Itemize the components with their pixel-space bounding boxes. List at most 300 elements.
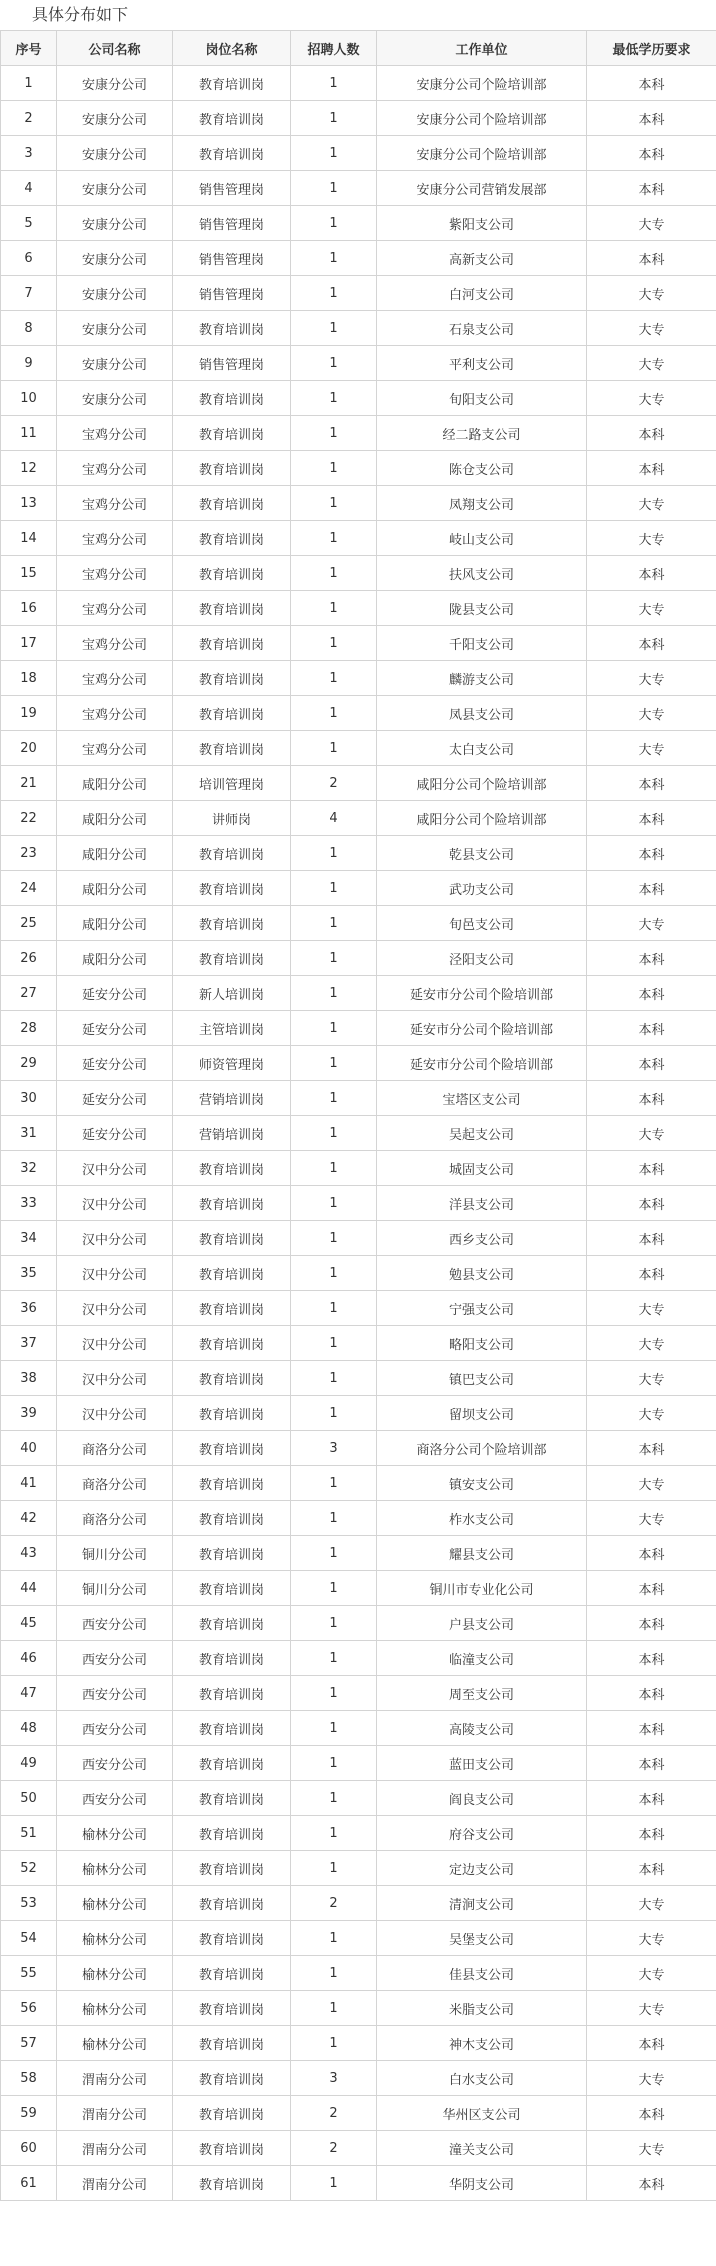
cell-seq: 4 bbox=[1, 171, 57, 206]
cell-headcount: 1 bbox=[291, 1466, 377, 1501]
cell-company: 延安分公司 bbox=[57, 1081, 173, 1116]
table-row bbox=[1, 1711, 716, 1746]
cell-seq: 42 bbox=[1, 1501, 57, 1536]
cell-seq: 9 bbox=[1, 346, 57, 381]
cell-seq: 36 bbox=[1, 1291, 57, 1326]
cell-education: 大专 bbox=[587, 1291, 716, 1326]
cell-headcount: 3 bbox=[291, 2061, 377, 2096]
cell-position: 教育培训岗 bbox=[173, 1501, 291, 1536]
cell-position: 教育培训岗 bbox=[173, 1466, 291, 1501]
cell-headcount: 2 bbox=[291, 1886, 377, 1921]
table-row bbox=[1, 1361, 716, 1396]
cell-work-unit: 佳县支公司 bbox=[377, 1956, 587, 1991]
table-row bbox=[1, 1571, 716, 1606]
cell-headcount: 1 bbox=[291, 626, 377, 661]
cell-work-unit: 扶风支公司 bbox=[377, 556, 587, 591]
cell-company: 安康分公司 bbox=[57, 346, 173, 381]
cell-work-unit: 府谷支公司 bbox=[377, 1816, 587, 1851]
cell-education: 本科 bbox=[587, 1046, 716, 1081]
cell-position: 教育培训岗 bbox=[173, 486, 291, 521]
cell-work-unit: 安康分公司个险培训部 bbox=[377, 136, 587, 171]
cell-position: 主管培训岗 bbox=[173, 1011, 291, 1046]
cell-work-unit: 阎良支公司 bbox=[377, 1781, 587, 1816]
cell-position: 教育培训岗 bbox=[173, 941, 291, 976]
cell-company: 咸阳分公司 bbox=[57, 871, 173, 906]
cell-headcount: 1 bbox=[291, 1746, 377, 1781]
cell-work-unit: 泾阳支公司 bbox=[377, 941, 587, 976]
cell-seq: 52 bbox=[1, 1851, 57, 1886]
cell-education: 本科 bbox=[587, 801, 716, 836]
cell-education: 大专 bbox=[587, 906, 716, 941]
cell-position: 教育培训岗 bbox=[173, 136, 291, 171]
table-row bbox=[1, 2061, 716, 2096]
cell-work-unit: 陇县支公司 bbox=[377, 591, 587, 626]
cell-seq: 33 bbox=[1, 1186, 57, 1221]
cell-seq: 61 bbox=[1, 2166, 57, 2201]
cell-education: 本科 bbox=[587, 1676, 716, 1711]
cell-seq: 12 bbox=[1, 451, 57, 486]
cell-work-unit: 武功支公司 bbox=[377, 871, 587, 906]
cell-work-unit: 旬阳支公司 bbox=[377, 381, 587, 416]
cell-company: 延安分公司 bbox=[57, 976, 173, 1011]
table-row bbox=[1, 1116, 716, 1151]
cell-headcount: 1 bbox=[291, 1956, 377, 1991]
cell-education: 本科 bbox=[587, 1536, 716, 1571]
cell-work-unit: 定边支公司 bbox=[377, 1851, 587, 1886]
cell-position: 教育培训岗 bbox=[173, 1431, 291, 1466]
cell-headcount: 1 bbox=[291, 346, 377, 381]
cell-education: 本科 bbox=[587, 101, 716, 136]
cell-company: 西安分公司 bbox=[57, 1641, 173, 1676]
cell-work-unit: 略阳支公司 bbox=[377, 1326, 587, 1361]
cell-company: 延安分公司 bbox=[57, 1011, 173, 1046]
cell-position: 教育培训岗 bbox=[173, 1711, 291, 1746]
cell-work-unit: 石泉支公司 bbox=[377, 311, 587, 346]
cell-company: 渭南分公司 bbox=[57, 2061, 173, 2096]
cell-company: 安康分公司 bbox=[57, 136, 173, 171]
cell-company: 宝鸡分公司 bbox=[57, 591, 173, 626]
cell-company: 榆林分公司 bbox=[57, 1991, 173, 2026]
table-row bbox=[1, 871, 716, 906]
table-row bbox=[1, 1081, 716, 1116]
cell-education: 本科 bbox=[587, 1851, 716, 1886]
cell-position: 教育培训岗 bbox=[173, 1326, 291, 1361]
cell-work-unit: 经二路支公司 bbox=[377, 416, 587, 451]
cell-position: 教育培训岗 bbox=[173, 101, 291, 136]
table-row bbox=[1, 836, 716, 871]
cell-company: 宝鸡分公司 bbox=[57, 731, 173, 766]
cell-work-unit: 旬邑支公司 bbox=[377, 906, 587, 941]
cell-education: 本科 bbox=[587, 1256, 716, 1291]
cell-work-unit: 吴起支公司 bbox=[377, 1116, 587, 1151]
cell-education: 大专 bbox=[587, 1501, 716, 1536]
cell-work-unit: 凤翔支公司 bbox=[377, 486, 587, 521]
cell-education: 本科 bbox=[587, 976, 716, 1011]
cell-position: 教育培训岗 bbox=[173, 66, 291, 101]
cell-position: 教育培训岗 bbox=[173, 2061, 291, 2096]
cell-seq: 17 bbox=[1, 626, 57, 661]
cell-seq: 13 bbox=[1, 486, 57, 521]
cell-education: 本科 bbox=[587, 66, 716, 101]
cell-education: 大专 bbox=[587, 381, 716, 416]
cell-position: 教育培训岗 bbox=[173, 2131, 291, 2166]
cell-work-unit: 洋县支公司 bbox=[377, 1186, 587, 1221]
table-row bbox=[1, 206, 716, 241]
table-row bbox=[1, 591, 716, 626]
cell-education: 大专 bbox=[587, 2061, 716, 2096]
cell-company: 安康分公司 bbox=[57, 276, 173, 311]
cell-position: 教育培训岗 bbox=[173, 871, 291, 906]
cell-work-unit: 高新支公司 bbox=[377, 241, 587, 276]
cell-seq: 53 bbox=[1, 1886, 57, 1921]
cell-position: 教育培训岗 bbox=[173, 1641, 291, 1676]
header-headcount: 招聘人数 bbox=[291, 31, 377, 66]
cell-work-unit: 白河支公司 bbox=[377, 276, 587, 311]
cell-education: 本科 bbox=[587, 1221, 716, 1256]
cell-position: 教育培训岗 bbox=[173, 381, 291, 416]
cell-seq: 58 bbox=[1, 2061, 57, 2096]
cell-headcount: 1 bbox=[291, 241, 377, 276]
cell-work-unit: 平利支公司 bbox=[377, 346, 587, 381]
cell-seq: 47 bbox=[1, 1676, 57, 1711]
cell-headcount: 1 bbox=[291, 1536, 377, 1571]
cell-company: 汉中分公司 bbox=[57, 1186, 173, 1221]
table-row bbox=[1, 1011, 716, 1046]
cell-work-unit: 乾县支公司 bbox=[377, 836, 587, 871]
cell-company: 商洛分公司 bbox=[57, 1501, 173, 1536]
cell-company: 汉中分公司 bbox=[57, 1291, 173, 1326]
cell-headcount: 1 bbox=[291, 1326, 377, 1361]
cell-company: 铜川分公司 bbox=[57, 1536, 173, 1571]
table-row bbox=[1, 661, 716, 696]
cell-position: 教育培训岗 bbox=[173, 626, 291, 661]
cell-work-unit: 咸阳分公司个险培训部 bbox=[377, 801, 587, 836]
cell-seq: 10 bbox=[1, 381, 57, 416]
table-row bbox=[1, 696, 716, 731]
cell-position: 教育培训岗 bbox=[173, 2096, 291, 2131]
cell-headcount: 1 bbox=[291, 1046, 377, 1081]
table-row bbox=[1, 1641, 716, 1676]
cell-education: 本科 bbox=[587, 1746, 716, 1781]
cell-work-unit: 千阳支公司 bbox=[377, 626, 587, 661]
cell-education: 本科 bbox=[587, 1431, 716, 1466]
cell-work-unit: 留坝支公司 bbox=[377, 1396, 587, 1431]
cell-seq: 30 bbox=[1, 1081, 57, 1116]
header-education: 最低学历要求 bbox=[587, 31, 716, 66]
cell-seq: 6 bbox=[1, 241, 57, 276]
cell-education: 大专 bbox=[587, 2131, 716, 2166]
cell-work-unit: 紫阳支公司 bbox=[377, 206, 587, 241]
header-position: 岗位名称 bbox=[173, 31, 291, 66]
header-company: 公司名称 bbox=[57, 31, 173, 66]
cell-seq: 43 bbox=[1, 1536, 57, 1571]
cell-work-unit: 城固支公司 bbox=[377, 1151, 587, 1186]
table-row bbox=[1, 136, 716, 171]
cell-seq: 49 bbox=[1, 1746, 57, 1781]
cell-seq: 41 bbox=[1, 1466, 57, 1501]
cell-headcount: 2 bbox=[291, 2096, 377, 2131]
cell-company: 榆林分公司 bbox=[57, 1851, 173, 1886]
cell-headcount: 1 bbox=[291, 1676, 377, 1711]
cell-education: 本科 bbox=[587, 1081, 716, 1116]
cell-headcount: 1 bbox=[291, 871, 377, 906]
cell-company: 延安分公司 bbox=[57, 1116, 173, 1151]
cell-education: 大专 bbox=[587, 1466, 716, 1501]
cell-education: 本科 bbox=[587, 136, 716, 171]
cell-headcount: 1 bbox=[291, 1711, 377, 1746]
cell-headcount: 1 bbox=[291, 1116, 377, 1151]
cell-company: 榆林分公司 bbox=[57, 1816, 173, 1851]
cell-seq: 50 bbox=[1, 1781, 57, 1816]
cell-education: 本科 bbox=[587, 626, 716, 661]
table-row bbox=[1, 941, 716, 976]
cell-company: 宝鸡分公司 bbox=[57, 521, 173, 556]
cell-company: 榆林分公司 bbox=[57, 1956, 173, 1991]
cell-seq: 28 bbox=[1, 1011, 57, 1046]
cell-company: 榆林分公司 bbox=[57, 2026, 173, 2061]
cell-work-unit: 蓝田支公司 bbox=[377, 1746, 587, 1781]
cell-headcount: 1 bbox=[291, 696, 377, 731]
cell-education: 本科 bbox=[587, 451, 716, 486]
cell-seq: 1 bbox=[1, 66, 57, 101]
cell-seq: 55 bbox=[1, 1956, 57, 1991]
cell-headcount: 1 bbox=[291, 206, 377, 241]
cell-headcount: 1 bbox=[291, 941, 377, 976]
cell-headcount: 1 bbox=[291, 591, 377, 626]
cell-position: 教育培训岗 bbox=[173, 556, 291, 591]
cell-work-unit: 白水支公司 bbox=[377, 2061, 587, 2096]
cell-work-unit: 吴堡支公司 bbox=[377, 1921, 587, 1956]
cell-seq: 51 bbox=[1, 1816, 57, 1851]
cell-seq: 15 bbox=[1, 556, 57, 591]
cell-headcount: 1 bbox=[291, 1641, 377, 1676]
cell-work-unit: 延安市分公司个险培训部 bbox=[377, 1046, 587, 1081]
cell-work-unit: 周至支公司 bbox=[377, 1676, 587, 1711]
cell-position: 教育培训岗 bbox=[173, 1571, 291, 1606]
cell-headcount: 1 bbox=[291, 171, 377, 206]
cell-seq: 34 bbox=[1, 1221, 57, 1256]
cell-work-unit: 岐山支公司 bbox=[377, 521, 587, 556]
table-row bbox=[1, 311, 716, 346]
cell-company: 安康分公司 bbox=[57, 241, 173, 276]
cell-company: 宝鸡分公司 bbox=[57, 661, 173, 696]
cell-position: 讲师岗 bbox=[173, 801, 291, 836]
cell-company: 商洛分公司 bbox=[57, 1466, 173, 1501]
cell-headcount: 1 bbox=[291, 1501, 377, 1536]
table-row bbox=[1, 2026, 716, 2061]
cell-headcount: 1 bbox=[291, 451, 377, 486]
cell-education: 大专 bbox=[587, 591, 716, 626]
cell-education: 本科 bbox=[587, 2166, 716, 2201]
cell-education: 本科 bbox=[587, 1641, 716, 1676]
cell-company: 渭南分公司 bbox=[57, 2131, 173, 2166]
cell-headcount: 1 bbox=[291, 1186, 377, 1221]
cell-education: 本科 bbox=[587, 171, 716, 206]
cell-education: 大专 bbox=[587, 521, 716, 556]
cell-education: 本科 bbox=[587, 766, 716, 801]
cell-position: 新人培训岗 bbox=[173, 976, 291, 1011]
cell-company: 安康分公司 bbox=[57, 206, 173, 241]
header-work-unit: 工作单位 bbox=[377, 31, 587, 66]
cell-education: 本科 bbox=[587, 871, 716, 906]
table-row bbox=[1, 731, 716, 766]
cell-seq: 29 bbox=[1, 1046, 57, 1081]
cell-education: 本科 bbox=[587, 1011, 716, 1046]
cell-company: 汉中分公司 bbox=[57, 1151, 173, 1186]
cell-position: 教育培训岗 bbox=[173, 1746, 291, 1781]
cell-education: 大专 bbox=[587, 346, 716, 381]
cell-seq: 24 bbox=[1, 871, 57, 906]
cell-position: 教育培训岗 bbox=[173, 521, 291, 556]
cell-education: 本科 bbox=[587, 941, 716, 976]
cell-company: 宝鸡分公司 bbox=[57, 696, 173, 731]
cell-position: 教育培训岗 bbox=[173, 731, 291, 766]
cell-education: 本科 bbox=[587, 556, 716, 591]
cell-work-unit: 耀县支公司 bbox=[377, 1536, 587, 1571]
cell-education: 本科 bbox=[587, 241, 716, 276]
cell-position: 教育培训岗 bbox=[173, 1851, 291, 1886]
table-row bbox=[1, 1991, 716, 2026]
cell-position: 教育培训岗 bbox=[173, 1781, 291, 1816]
table-row bbox=[1, 1186, 716, 1221]
cell-position: 教育培训岗 bbox=[173, 451, 291, 486]
cell-company: 商洛分公司 bbox=[57, 1431, 173, 1466]
cell-headcount: 1 bbox=[291, 2026, 377, 2061]
cell-seq: 40 bbox=[1, 1431, 57, 1466]
cell-work-unit: 镇巴支公司 bbox=[377, 1361, 587, 1396]
cell-education: 大专 bbox=[587, 1326, 716, 1361]
header-row bbox=[1, 31, 716, 66]
cell-education: 本科 bbox=[587, 836, 716, 871]
cell-work-unit: 华阴支公司 bbox=[377, 2166, 587, 2201]
cell-headcount: 1 bbox=[291, 1291, 377, 1326]
cell-headcount: 1 bbox=[291, 136, 377, 171]
cell-work-unit: 西乡支公司 bbox=[377, 1221, 587, 1256]
cell-headcount: 1 bbox=[291, 1571, 377, 1606]
cell-company: 安康分公司 bbox=[57, 66, 173, 101]
cell-seq: 35 bbox=[1, 1256, 57, 1291]
cell-position: 教育培训岗 bbox=[173, 661, 291, 696]
table-row bbox=[1, 101, 716, 136]
cell-headcount: 1 bbox=[291, 1851, 377, 1886]
cell-seq: 44 bbox=[1, 1571, 57, 1606]
cell-headcount: 1 bbox=[291, 1011, 377, 1046]
table-row bbox=[1, 906, 716, 941]
cell-headcount: 1 bbox=[291, 2166, 377, 2201]
table-row bbox=[1, 1886, 716, 1921]
cell-education: 大专 bbox=[587, 1921, 716, 1956]
cell-position: 教育培训岗 bbox=[173, 591, 291, 626]
cell-work-unit: 宁强支公司 bbox=[377, 1291, 587, 1326]
table-row bbox=[1, 1536, 716, 1571]
table-row bbox=[1, 1921, 716, 1956]
cell-education: 大专 bbox=[587, 661, 716, 696]
cell-seq: 7 bbox=[1, 276, 57, 311]
cell-seq: 16 bbox=[1, 591, 57, 626]
cell-headcount: 1 bbox=[291, 416, 377, 451]
cell-headcount: 2 bbox=[291, 766, 377, 801]
table-row bbox=[1, 1396, 716, 1431]
cell-work-unit: 铜川市专业化公司 bbox=[377, 1571, 587, 1606]
cell-education: 本科 bbox=[587, 2026, 716, 2061]
cell-work-unit: 咸阳分公司个险培训部 bbox=[377, 766, 587, 801]
cell-education: 大专 bbox=[587, 1991, 716, 2026]
cell-education: 本科 bbox=[587, 1816, 716, 1851]
cell-headcount: 2 bbox=[291, 2131, 377, 2166]
cell-position: 教育培训岗 bbox=[173, 1396, 291, 1431]
header-seq: 序号 bbox=[1, 31, 57, 66]
cell-position: 教育培训岗 bbox=[173, 836, 291, 871]
cell-work-unit: 延安市分公司个险培训部 bbox=[377, 976, 587, 1011]
cell-company: 西安分公司 bbox=[57, 1676, 173, 1711]
table-row bbox=[1, 1291, 716, 1326]
distribution-table bbox=[0, 30, 716, 2201]
table-row bbox=[1, 1221, 716, 1256]
table-row bbox=[1, 2166, 716, 2201]
cell-work-unit: 凤县支公司 bbox=[377, 696, 587, 731]
cell-seq: 38 bbox=[1, 1361, 57, 1396]
cell-seq: 37 bbox=[1, 1326, 57, 1361]
table-row bbox=[1, 346, 716, 381]
cell-position: 销售管理岗 bbox=[173, 206, 291, 241]
cell-seq: 48 bbox=[1, 1711, 57, 1746]
table-row bbox=[1, 1746, 716, 1781]
cell-headcount: 1 bbox=[291, 1816, 377, 1851]
cell-work-unit: 清涧支公司 bbox=[377, 1886, 587, 1921]
cell-seq: 19 bbox=[1, 696, 57, 731]
cell-position: 教育培训岗 bbox=[173, 696, 291, 731]
cell-seq: 56 bbox=[1, 1991, 57, 2026]
cell-position: 销售管理岗 bbox=[173, 276, 291, 311]
cell-company: 榆林分公司 bbox=[57, 1886, 173, 1921]
cell-work-unit: 商洛分公司个险培训部 bbox=[377, 1431, 587, 1466]
cell-education: 大专 bbox=[587, 1396, 716, 1431]
cell-company: 宝鸡分公司 bbox=[57, 626, 173, 661]
table-body bbox=[1, 66, 716, 2201]
table-row bbox=[1, 556, 716, 591]
cell-seq: 20 bbox=[1, 731, 57, 766]
cell-company: 汉中分公司 bbox=[57, 1361, 173, 1396]
cell-work-unit: 临潼支公司 bbox=[377, 1641, 587, 1676]
cell-company: 安康分公司 bbox=[57, 171, 173, 206]
table-row bbox=[1, 276, 716, 311]
table-row bbox=[1, 241, 716, 276]
cell-seq: 3 bbox=[1, 136, 57, 171]
cell-headcount: 1 bbox=[291, 1256, 377, 1291]
cell-company: 汉中分公司 bbox=[57, 1396, 173, 1431]
cell-company: 宝鸡分公司 bbox=[57, 451, 173, 486]
cell-position: 销售管理岗 bbox=[173, 171, 291, 206]
cell-seq: 57 bbox=[1, 2026, 57, 2061]
cell-education: 本科 bbox=[587, 1571, 716, 1606]
cell-work-unit: 柞水支公司 bbox=[377, 1501, 587, 1536]
cell-company: 咸阳分公司 bbox=[57, 906, 173, 941]
cell-company: 咸阳分公司 bbox=[57, 941, 173, 976]
cell-work-unit: 华州区支公司 bbox=[377, 2096, 587, 2131]
cell-education: 大专 bbox=[587, 731, 716, 766]
cell-seq: 59 bbox=[1, 2096, 57, 2131]
cell-headcount: 4 bbox=[291, 801, 377, 836]
cell-position: 教育培训岗 bbox=[173, 1536, 291, 1571]
cell-headcount: 1 bbox=[291, 906, 377, 941]
cell-position: 教育培训岗 bbox=[173, 1256, 291, 1291]
cell-company: 汉中分公司 bbox=[57, 1221, 173, 1256]
cell-headcount: 3 bbox=[291, 1431, 377, 1466]
cell-seq: 5 bbox=[1, 206, 57, 241]
cell-seq: 39 bbox=[1, 1396, 57, 1431]
table-row bbox=[1, 1606, 716, 1641]
table-header bbox=[1, 31, 716, 66]
